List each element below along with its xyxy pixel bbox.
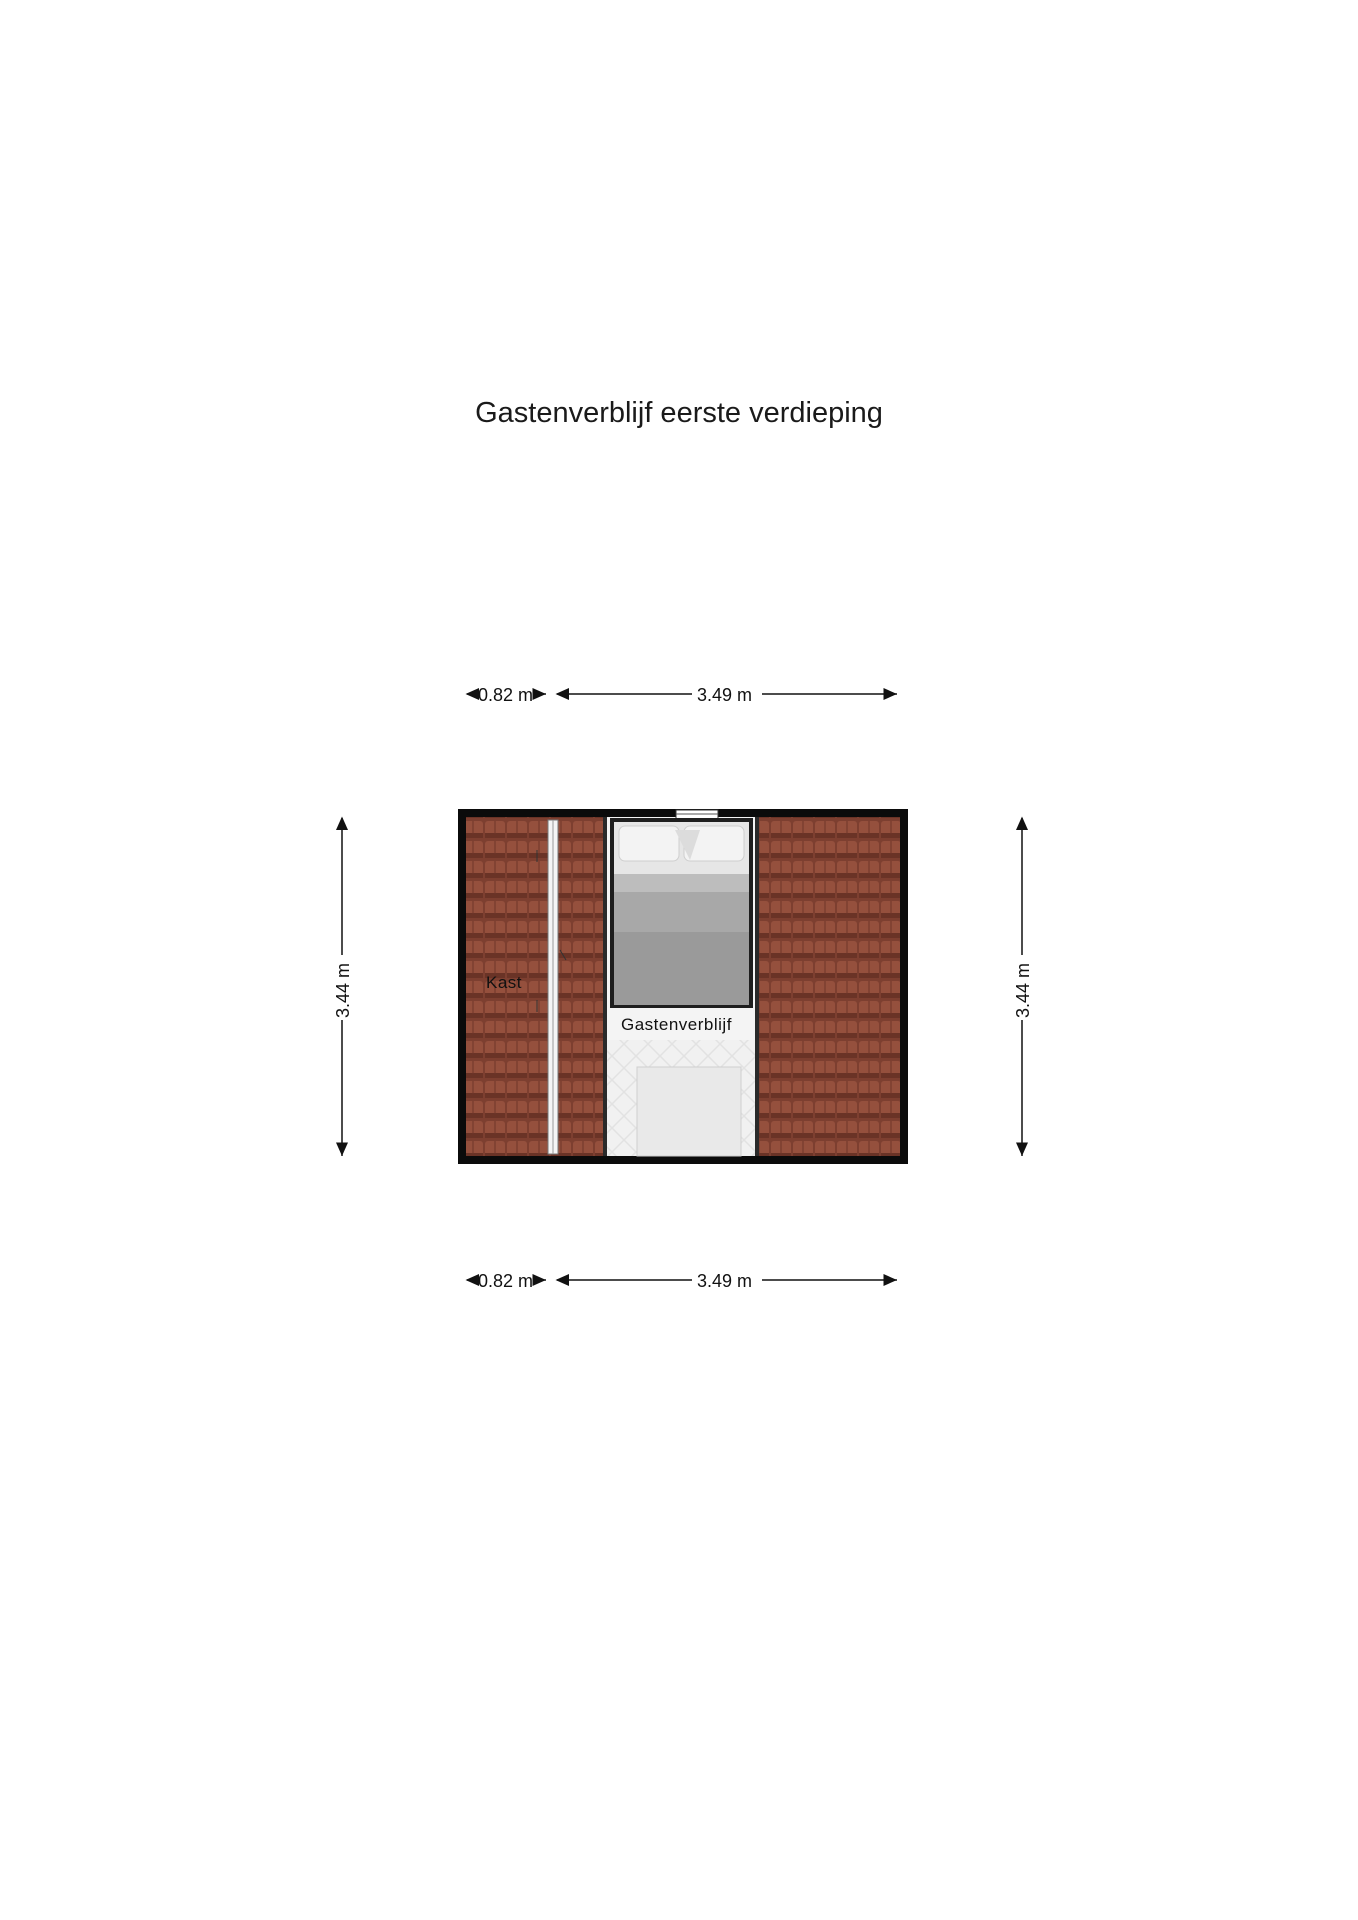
dim-top-left: 0.82 m [478, 685, 534, 705]
plan-title: Gastenverblijf eerste verdieping [475, 397, 883, 429]
window [676, 810, 718, 819]
bed [610, 818, 753, 1008]
right-dimension [1013, 818, 1033, 1156]
top-dimensions [467, 685, 897, 705]
pillow-left [619, 826, 679, 861]
room-label-kast: Kast [486, 973, 523, 992]
dim-left-height: 3.44 m [333, 962, 353, 1018]
dim-right-height: 3.44 m [1013, 962, 1033, 1018]
bottom-dimensions [467, 1271, 897, 1291]
room-label-gastenverblijf: Gastenverblijf [621, 1015, 732, 1034]
dim-bottom-left: 0.82 m [478, 1271, 534, 1291]
dim-bottom-right: 3.49 m [697, 1271, 753, 1291]
dim-top-right: 3.49 m [697, 685, 753, 705]
left-dimension [333, 818, 353, 1156]
rug [637, 1067, 741, 1156]
